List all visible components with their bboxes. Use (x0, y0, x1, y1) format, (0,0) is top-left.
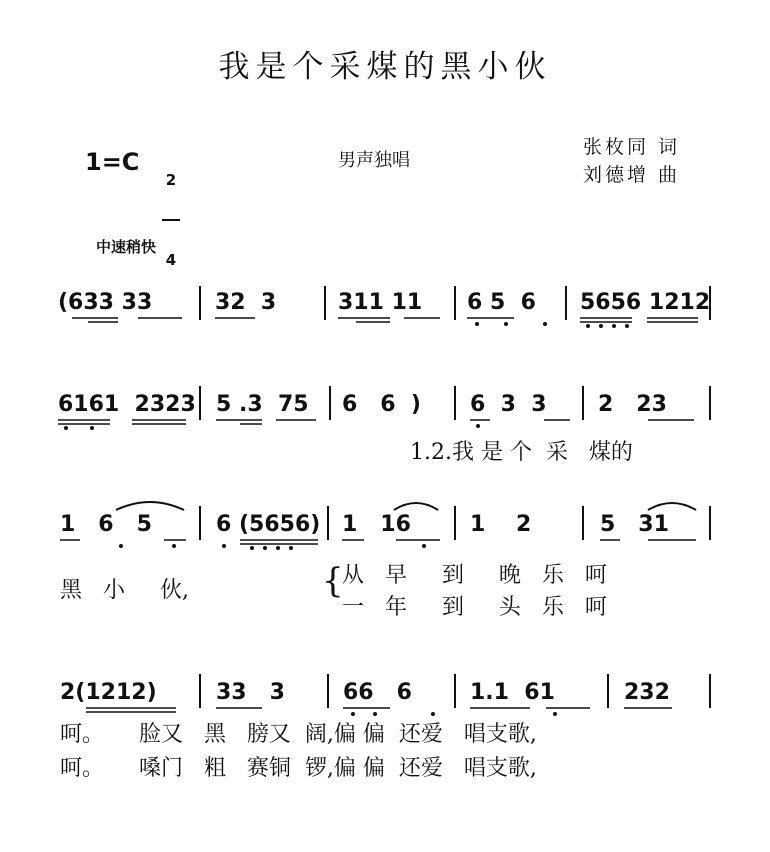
low-octave-dot (553, 712, 557, 716)
low-octave-dot (422, 544, 426, 548)
time-signature-bottom: 4 (165, 251, 177, 269)
system1-measure-4: 6 5 6 (467, 290, 536, 315)
system3-verse2: 一 年 到 头 乐 呵 (342, 595, 607, 620)
tempo-marking: 中速稍快 (96, 238, 157, 256)
key-signature: 1=C (85, 148, 140, 176)
system3-measure-5: 5 31 (600, 512, 669, 537)
low-octave-dot (475, 322, 479, 326)
system3-measure-3: 1 16 (342, 512, 411, 537)
system3-measure-2: 6 (5656) (216, 512, 321, 537)
tie-arc (116, 502, 184, 510)
system1-measure-3: 311 11 (338, 290, 423, 315)
low-octave-dot (431, 712, 435, 716)
low-octave-dot (276, 546, 280, 550)
verse-brace: { (322, 561, 344, 601)
low-octave-dot (119, 544, 123, 548)
system2-measure-3: 6 6 ) (342, 392, 421, 417)
low-octave-dot (373, 712, 377, 716)
low-octave-dot (504, 322, 508, 326)
tie-arc (648, 503, 696, 510)
system4-measure-2: 33 3 (216, 680, 285, 705)
system4-measure-4: 1.1 61 (470, 680, 555, 705)
system1-measure-2: 32 3 (215, 290, 277, 315)
system3-lyrics: 黑 小 伙, (60, 578, 189, 603)
system2-measure-5: 2 23 (598, 392, 667, 417)
octave-dots (64, 322, 629, 716)
low-octave-dot (263, 546, 267, 550)
barlines (200, 286, 710, 708)
system3-verse1: 从 早 到 晚 乐 呵 (342, 563, 607, 588)
performance-note: 男声独唱 (338, 150, 410, 171)
low-octave-dot (172, 544, 176, 548)
composer-credit: 刘德增 曲 (583, 164, 681, 186)
low-octave-dot (90, 426, 94, 430)
tie-arc (394, 503, 438, 510)
system2-measure-1: 6161 2323 (58, 392, 196, 417)
time-signature-top: 2 (165, 171, 177, 189)
low-octave-dot (543, 322, 547, 326)
system4-verse2: 呵。 嗓门 粗 赛铜 锣,偏 偏 还爱 唱支歌, (60, 756, 537, 781)
system4-measure-5: 232 (624, 680, 670, 705)
low-octave-dot (599, 324, 603, 328)
low-octave-dot (586, 324, 590, 328)
beam-underlines (58, 318, 698, 712)
system4-measure-1: 2(1212) (60, 680, 157, 705)
low-octave-dot (625, 324, 629, 328)
low-octave-dot (476, 424, 480, 428)
system2-lyrics: 1.2.我 是 个 采 煤的 (410, 440, 633, 465)
low-octave-dot (612, 324, 616, 328)
low-octave-dot (250, 546, 254, 550)
system4-measure-3: 66 6 (343, 680, 412, 705)
low-octave-dot (222, 544, 226, 548)
lyricist-credit: 张枚同 词 (583, 136, 681, 158)
system3-measure-1: 1 6 5 (60, 512, 152, 537)
system1-measure-1: (633 33 (58, 290, 153, 315)
system2-measure-4: 6 3 3 (470, 392, 547, 417)
system4-verse1: 呵。 脸又 黑 膀又 阔,偏 偏 还爱 唱支歌, (60, 722, 537, 747)
low-octave-dot (64, 426, 68, 430)
system3-measure-4: 1 2 (470, 512, 532, 537)
system1-measure-5: 5656 1212 (580, 290, 711, 315)
low-octave-dot (351, 712, 355, 716)
song-title: 我是个采煤的黑小伙 (218, 49, 552, 85)
ties (116, 502, 696, 510)
system2-measure-2: 5 .3 75 (216, 392, 309, 417)
low-octave-dot (289, 546, 293, 550)
